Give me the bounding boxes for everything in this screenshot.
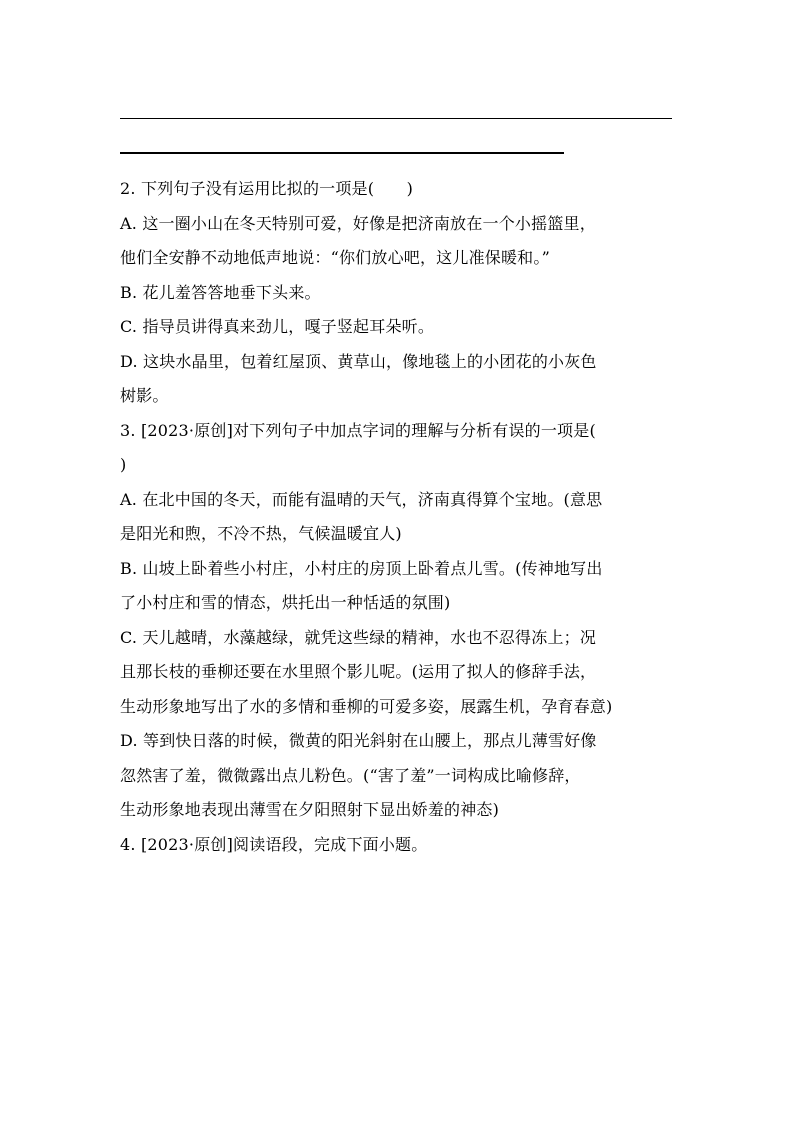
question-2-option-a: A. 这一圈小山在冬天特别可爱，好像是把济南放在一个小摇篮里， — [120, 213, 596, 233]
question-3-option-c-cont: 生动形象地写出了水的多情和垂柳的可爱多姿，展露生机，孕育春意) — [120, 696, 613, 716]
question-text — [120, 172, 680, 862]
question-2-option-a-cont: 他们全安静不动地低声地说：“你们放心吧，这儿准保暖和。” — [120, 248, 550, 267]
question-3-option-c-cont: 且那长枝的垂柳还要在水里照个影儿呢。(运用了拟人的修辞手法， — [120, 662, 597, 681]
question-2-option-d-cont: 树影。 — [120, 386, 169, 405]
question-3-option-b-cont: 了小村庄和雪的情态，烘托出一种恬适的氛围) — [120, 593, 451, 612]
question-3-option-b: B. 山坡上卧着些小村庄，小村庄的房顶上卧着点儿雪。(传神地写出 — [120, 558, 603, 578]
question-3-option-a-cont: 是阳光和煦，不冷不热，气候温暖宜人) — [120, 524, 402, 543]
question-3-option-a: A. 在北中国的冬天，而能有温晴的天气，济南真得算个宝地。(意思 — [120, 489, 603, 509]
question-2-option-c: C. 指导员讲得真来劲儿，嘎子竖起耳朵听。 — [120, 317, 435, 336]
question-3-option-c: C. 天儿越晴，水藻越绿，就凭这些绿的精神，水也不忍得冻上；况 — [120, 627, 597, 647]
question-3-stem-cont: ) — [120, 455, 127, 474]
question-3-option-d-cont: 忽然害了羞，微微露出点儿粉色。(“害了羞”一词构成比喻修辞， — [120, 765, 581, 785]
answer-blank-line — [120, 152, 564, 154]
question-3-option-d-cont: 生动形象地表现出薄雪在夕阳照射下显出娇羞的神态) — [120, 800, 500, 819]
question-2-option-d: D. 这块水晶里，包着红屋顶、黄草山，像地毯上的小团花的小灰色 — [120, 351, 597, 371]
question-2-option-b: B. 花儿羞答答地垂下头来。 — [120, 282, 321, 302]
question-3-option-d: D. 等到快日落的时候，微黄的阳光斜射在山腰上，那点儿薄雪好像 — [120, 731, 597, 750]
answer-blank-line — [120, 118, 672, 119]
question-4-stem: 4. [2023·原创]阅读语段，完成下面小题。 — [120, 834, 428, 854]
question-2-stem: 2. 下列句子没有运用比拟的一项是( ) — [120, 179, 414, 198]
question-3-stem: 3. [2023·原创]对下列句子中加点字词的理解与分析有误的一项是( — [120, 420, 596, 440]
